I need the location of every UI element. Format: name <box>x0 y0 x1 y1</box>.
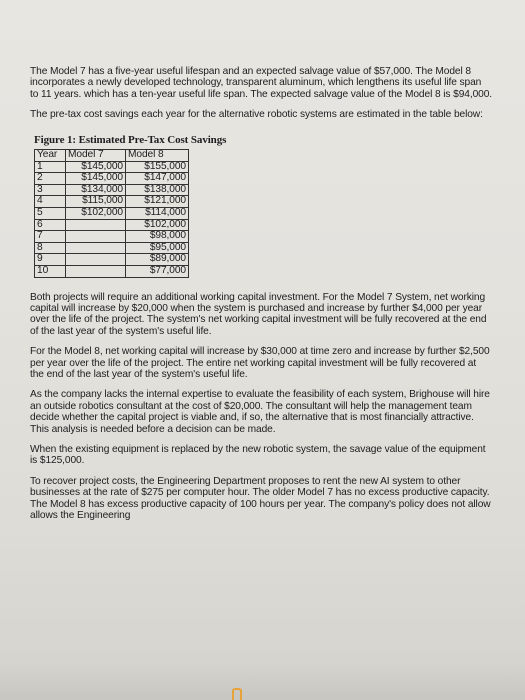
cell-year: 4 <box>35 196 66 208</box>
table-row <box>35 254 189 266</box>
cell-year: 1 <box>35 161 66 173</box>
cell-year: 3 <box>35 184 66 196</box>
table-row <box>35 242 189 254</box>
cell-model-8: $147,000 <box>126 173 189 185</box>
cell-model-8: $121,000 <box>126 196 189 208</box>
cell-model-7: $145,000 <box>66 173 126 185</box>
paragraph-cost-savings-intro: The pre-tax cost savings each year for the alternative robotic systems are estimated in the table below: <box>30 109 483 121</box>
cell-model-8: $114,000 <box>126 208 189 220</box>
table-header-row <box>35 150 189 162</box>
cost-savings-table <box>34 149 189 278</box>
table-row <box>35 219 189 231</box>
laptop-key-edge <box>232 688 242 700</box>
table-row <box>35 161 189 173</box>
cell-model-7: $102,000 <box>66 208 126 220</box>
cell-year: 9 <box>35 254 66 266</box>
page-shadow <box>0 660 525 700</box>
paragraph-model7-lifespan: The Model 7 has a five-year useful lifespan and an expected salvage value of $57,000. The Model 8 incorporates a newly developed technology, transparent aluminum, which lengthens its useful life span to 11 years. which has a ten-year useful life span. The expected salvage value of the Model 8 is $94,000. <box>30 66 492 100</box>
cell-model-7 <box>66 242 126 254</box>
paragraph-model7-working-capital: Both projects will require an additional working capital investment. For the Model 7 System, net working capital will increase by $20,000 when the system is purchased and increase by further $4,000 per year over the life of the project. The system's net working capital investment will be fully recovered at the end of the last year of the system's useful life. <box>30 291 487 337</box>
table-row <box>35 196 189 208</box>
header-year: Year <box>35 150 66 162</box>
cell-model-8: $138,000 <box>126 184 189 196</box>
cell-model-7 <box>66 219 126 231</box>
cell-model-8: $102,000 <box>126 219 189 231</box>
header-model-8: Model 8 <box>126 150 189 162</box>
figure-title: Figure 1: Estimated Pre-Tax Cost Savings <box>34 133 227 146</box>
cell-year: 5 <box>35 208 66 220</box>
paragraph-rental: To recover project costs, the Engineering Department proposes to rent the new AI system to other businesses at the rate of $275 per computer hour. The older Model 7 has no excess productive capacity. The Model 8 has excess productive capacity of 100 hours per year. The company's policy does not allow allows the Engineering <box>30 475 491 522</box>
cell-model-7: $134,000 <box>66 184 126 196</box>
paragraph-consultant: As the company lacks the internal expertise to evaluate the feasibility of each system, Brighouse will hire an outside robotics consultant at the cost of $20,000. The consultant will help the management team decide whether the capital project is viable and, if so, the alternative that is most financially attractive. This analysis is needed before a decision can be made. <box>30 389 490 435</box>
cell-model-8: $98,000 <box>126 231 189 243</box>
table-row <box>35 184 189 196</box>
table-row <box>35 173 189 185</box>
table-row <box>35 231 189 243</box>
cell-model-7 <box>66 254 126 266</box>
header-model-7: Model 7 <box>66 150 126 162</box>
cell-year: 7 <box>35 231 66 243</box>
cell-year: 6 <box>35 219 66 231</box>
cell-model-7 <box>66 231 126 243</box>
cell-model-8: $95,000 <box>126 242 189 254</box>
paragraph-salvage-value: When the existing equipment is replaced by the new robotic system, the savage value of the equipment is $125,000. <box>30 444 486 467</box>
cell-year: 8 <box>35 242 66 254</box>
cell-year: 10 <box>35 265 66 277</box>
cell-model-7: $145,000 <box>66 161 126 173</box>
cell-year: 2 <box>35 173 66 185</box>
cell-model-7: $115,000 <box>66 196 126 208</box>
table-row <box>35 208 189 220</box>
table-row <box>35 265 189 277</box>
table-body <box>35 161 189 277</box>
cell-model-8: $89,000 <box>126 254 189 266</box>
cell-model-7 <box>66 265 126 277</box>
cell-model-8: $155,000 <box>126 161 189 173</box>
paragraph-model8-working-capital: For the Model 8, net working capital will increase by $30,000 at time zero and increase by further $2,500 per year over the life of the project. The entire net working capital investment will be fully recovered at the end of the last year of the system's useful life. <box>30 346 490 380</box>
cell-model-8: $77,000 <box>126 265 189 277</box>
document-content <box>30 66 492 530</box>
